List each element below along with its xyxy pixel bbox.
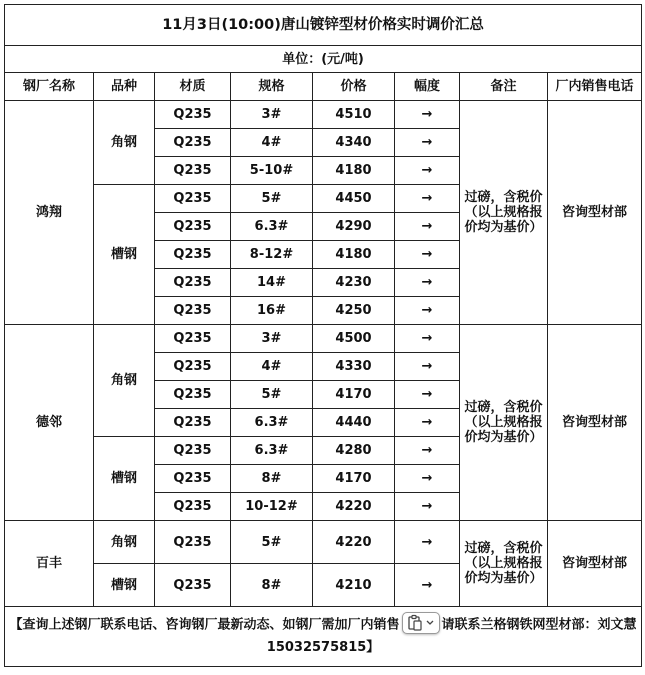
spec-cell: 6.3# bbox=[231, 213, 313, 241]
header-phone: 厂内销售电话 bbox=[548, 73, 642, 101]
material-cell: Q235 bbox=[155, 129, 231, 157]
note-cell: 过磅，含税价（以上规格报价均为基价） bbox=[460, 325, 548, 521]
price-cell: 4280 bbox=[313, 437, 395, 465]
arrow-right-icon: → bbox=[395, 564, 460, 607]
material-cell: Q235 bbox=[155, 521, 231, 564]
arrow-right-icon: → bbox=[395, 521, 460, 564]
price-cell: 4180 bbox=[313, 241, 395, 269]
header-material: 材质 bbox=[155, 73, 231, 101]
arrow-right-icon: → bbox=[395, 213, 460, 241]
price-cell: 4170 bbox=[313, 465, 395, 493]
price-cell: 4330 bbox=[313, 353, 395, 381]
spec-cell: 3# bbox=[231, 325, 313, 353]
header-spec: 规格 bbox=[231, 73, 313, 101]
arrow-right-icon: → bbox=[395, 465, 460, 493]
arrow-right-icon: → bbox=[395, 353, 460, 381]
price-cell: 4250 bbox=[313, 297, 395, 325]
price-cell: 4210 bbox=[313, 564, 395, 607]
material-cell: Q235 bbox=[155, 185, 231, 213]
material-cell: Q235 bbox=[155, 241, 231, 269]
price-cell: 4290 bbox=[313, 213, 395, 241]
arrow-right-icon: → bbox=[395, 381, 460, 409]
arrow-right-icon: → bbox=[395, 129, 460, 157]
note-cell: 过磅，含税价（以上规格报价均为基价） bbox=[460, 101, 548, 325]
header-mill: 钢厂名称 bbox=[5, 73, 94, 101]
spec-cell: 5# bbox=[231, 381, 313, 409]
arrow-right-icon: → bbox=[395, 297, 460, 325]
material-cell: Q235 bbox=[155, 409, 231, 437]
arrow-right-icon: → bbox=[395, 241, 460, 269]
spec-cell: 5-10# bbox=[231, 157, 313, 185]
variety-cell: 角钢 bbox=[94, 101, 155, 185]
note-cell: 过磅，含税价（以上规格报价均为基价） bbox=[460, 521, 548, 607]
price-cell: 4450 bbox=[313, 185, 395, 213]
footer-text-end: 请联系兰格钢铁网型材部：刘文慧15032575815】 bbox=[266, 617, 637, 655]
paste-options-icon[interactable] bbox=[402, 612, 440, 634]
spec-cell: 6.3# bbox=[231, 409, 313, 437]
arrow-right-icon: → bbox=[395, 101, 460, 129]
arrow-right-icon: → bbox=[395, 325, 460, 353]
spec-cell: 8# bbox=[231, 465, 313, 493]
material-cell: Q235 bbox=[155, 101, 231, 129]
contact-cell: 咨询型材部 bbox=[548, 101, 642, 325]
header-change: 幅度 bbox=[395, 73, 460, 101]
price-summary-table bbox=[4, 4, 642, 667]
spec-cell: 4# bbox=[231, 129, 313, 157]
spec-cell: 3# bbox=[231, 101, 313, 129]
variety-cell: 角钢 bbox=[94, 325, 155, 437]
mill-name-cell: 百丰 bbox=[5, 521, 94, 607]
price-cell: 4220 bbox=[313, 521, 395, 564]
footer-text-start: 【查询上述钢厂联系电话、咨询钢厂最新动态、如钢厂需加厂内销售 bbox=[9, 617, 400, 633]
spec-cell: 8# bbox=[231, 564, 313, 607]
table-row bbox=[5, 325, 642, 353]
price-cell: 4170 bbox=[313, 381, 395, 409]
price-cell: 4510 bbox=[313, 101, 395, 129]
price-cell: 4340 bbox=[313, 129, 395, 157]
material-cell: Q235 bbox=[155, 437, 231, 465]
material-cell: Q235 bbox=[155, 269, 231, 297]
footer-row bbox=[5, 607, 642, 667]
table-row bbox=[5, 521, 642, 564]
contact-cell: 咨询型材部 bbox=[548, 325, 642, 521]
spec-cell: 8-12# bbox=[231, 241, 313, 269]
material-cell: Q235 bbox=[155, 353, 231, 381]
variety-cell: 角钢 bbox=[94, 521, 155, 564]
table-row bbox=[5, 101, 642, 129]
arrow-right-icon: → bbox=[395, 269, 460, 297]
arrow-right-icon: → bbox=[395, 185, 460, 213]
arrow-right-icon: → bbox=[395, 409, 460, 437]
header-note: 备注 bbox=[460, 73, 548, 101]
arrow-right-icon: → bbox=[395, 437, 460, 465]
unit-label: 单位：(元/吨) bbox=[5, 46, 642, 73]
material-cell: Q235 bbox=[155, 564, 231, 607]
spec-cell: 16# bbox=[231, 297, 313, 325]
price-cell: 4220 bbox=[313, 493, 395, 521]
mill-name-cell: 德邻 bbox=[5, 325, 94, 521]
material-cell: Q235 bbox=[155, 381, 231, 409]
contact-cell: 咨询型材部 bbox=[548, 521, 642, 607]
header-price: 价格 bbox=[313, 73, 395, 101]
variety-cell: 槽钢 bbox=[94, 437, 155, 521]
material-cell: Q235 bbox=[155, 493, 231, 521]
material-cell: Q235 bbox=[155, 157, 231, 185]
price-cell: 4230 bbox=[313, 269, 395, 297]
spec-cell: 4# bbox=[231, 353, 313, 381]
price-cell: 4500 bbox=[313, 325, 395, 353]
price-cell: 4180 bbox=[313, 157, 395, 185]
spec-cell: 14# bbox=[231, 269, 313, 297]
price-cell: 4440 bbox=[313, 409, 395, 437]
variety-cell: 槽钢 bbox=[94, 185, 155, 325]
mill-name-cell: 鸿翔 bbox=[5, 101, 94, 325]
variety-cell: 槽钢 bbox=[94, 564, 155, 607]
arrow-right-icon: → bbox=[395, 157, 460, 185]
material-cell: Q235 bbox=[155, 325, 231, 353]
sheet-title: 11月3日(10:00)唐山镀锌型材价格实时调价汇总 bbox=[5, 5, 642, 46]
spec-cell: 5# bbox=[231, 185, 313, 213]
spec-cell: 6.3# bbox=[231, 437, 313, 465]
material-cell: Q235 bbox=[155, 465, 231, 493]
material-cell: Q235 bbox=[155, 213, 231, 241]
footer-cell bbox=[5, 607, 642, 667]
material-cell: Q235 bbox=[155, 297, 231, 325]
header-variety: 品种 bbox=[94, 73, 155, 101]
arrow-right-icon: → bbox=[395, 493, 460, 521]
spec-cell: 5# bbox=[231, 521, 313, 564]
header-row bbox=[5, 73, 642, 101]
spec-cell: 10-12# bbox=[231, 493, 313, 521]
